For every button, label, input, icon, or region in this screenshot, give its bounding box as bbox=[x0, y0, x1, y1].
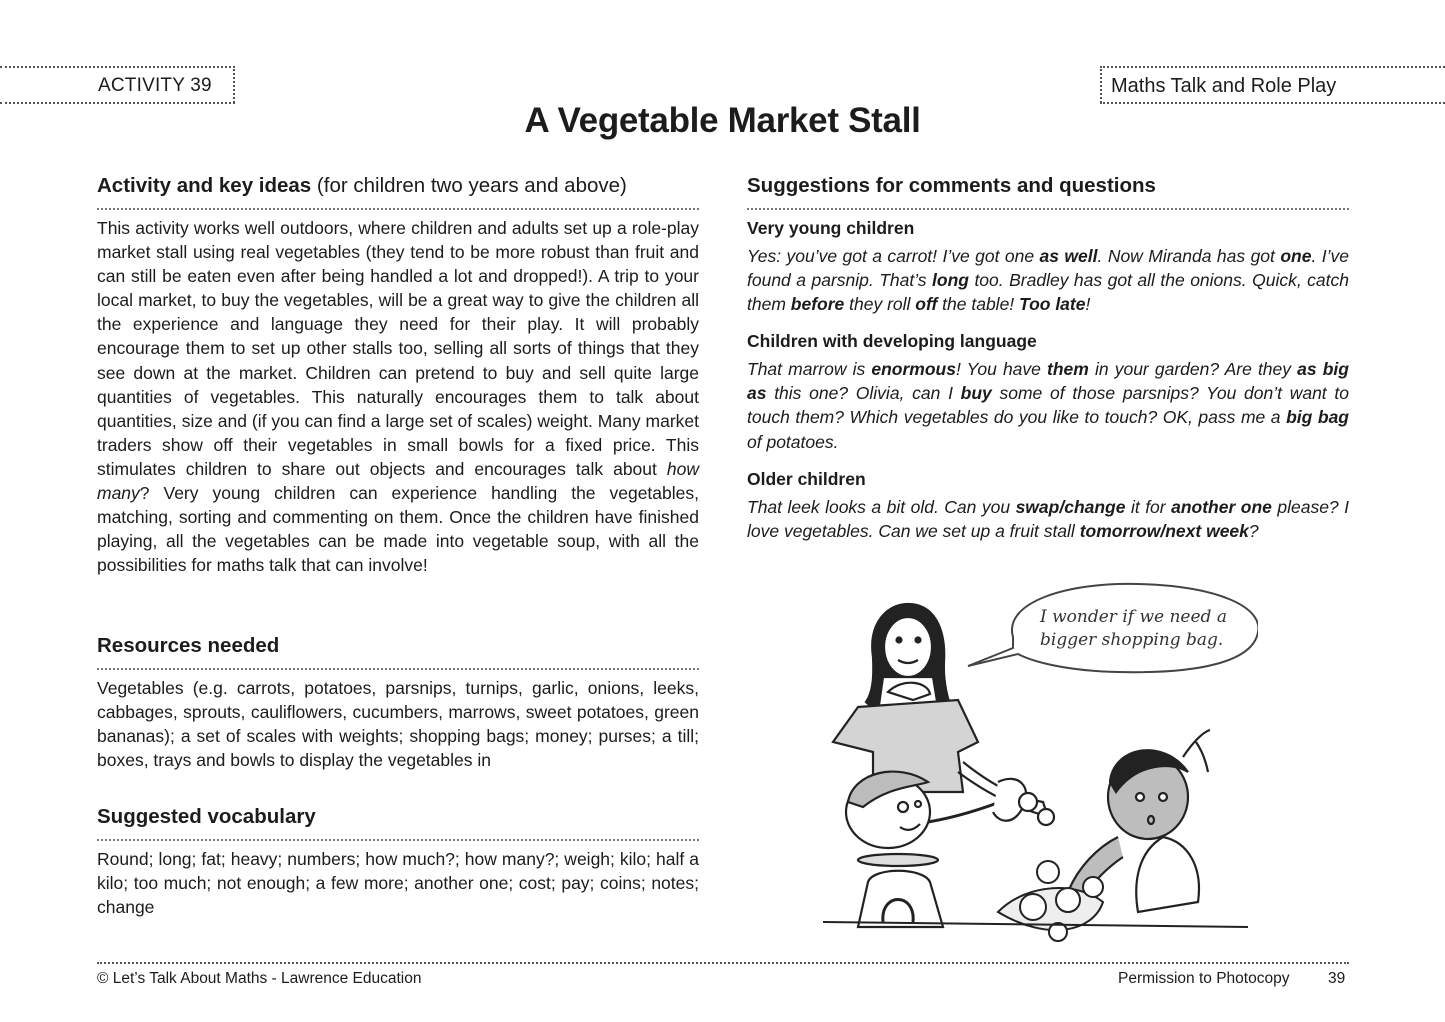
weighing-scales bbox=[858, 854, 943, 927]
vocabulary-body: Round; long; fat; heavy; numbers; how much?; how many?; weigh; kilo; half a kilo; too much; not enough; a few more; another one; cost; pay; coins; notes; change bbox=[97, 849, 699, 918]
quote-text: of potatoes. bbox=[747, 431, 839, 452]
vocabulary-heading: Suggested vocabulary bbox=[97, 805, 316, 828]
emphasis-phrase: big bag bbox=[1286, 407, 1349, 428]
quote-text: That marrow is bbox=[747, 359, 872, 380]
section-divider bbox=[97, 208, 699, 210]
suggestion-group-title: Children with developing language bbox=[747, 331, 1037, 352]
activity-heading-main: Activity and key ideas bbox=[97, 174, 312, 197]
emphasis-phrase: one bbox=[1280, 246, 1312, 266]
quote-text: this one? Olivia, can I bbox=[766, 383, 961, 404]
vocabulary-section bbox=[97, 803, 699, 919]
quote-text: ! You have bbox=[955, 359, 1048, 380]
section-divider bbox=[97, 668, 699, 670]
quote-text: . I’ve found a parsnip. That’s bbox=[747, 246, 1349, 291]
emphasis-phrase: swap/change bbox=[1015, 496, 1126, 517]
quote-text: too. Bradley has got all the onions. Quick, catch them bbox=[747, 270, 1350, 315]
emphasis-phrase: before bbox=[790, 294, 845, 315]
emphasis-phrase: off bbox=[915, 294, 938, 315]
activity-body-part1: This activity works well outdoors, where children and adults set up a role-play market stall using real vegetables (they tend to be more robust than fruit and can still be eaten even after being handled a lot and dropped!). A trip to your local market, to buy the vegetables, will be a great way to give the children all the experience and language they need for their play. It will probably encourage them to set up other stalls too, selling all sorts of things that they see down at the market. Children can pretend to buy and sell quite large quantities of vegetables. This naturally encourages them to talk about quantities, size and (if you can find a large set of scales) weight. Many market traders show off their vegetables in small bowls for a fixed price. This stimulates children to share out objects and encourages talk about bbox=[97, 218, 699, 479]
suggestion-group-title: Older children bbox=[747, 468, 866, 489]
emphasis-phrase: another one bbox=[1171, 496, 1272, 517]
suggestion-groups bbox=[747, 216, 1349, 543]
emphasis-phrase: buy bbox=[960, 383, 992, 404]
quote-text: the table! bbox=[937, 294, 1020, 315]
suggestion-group-quote bbox=[747, 495, 1349, 543]
quote-text: ? bbox=[1248, 520, 1259, 541]
activity-body bbox=[97, 216, 699, 577]
series-label: Maths Talk and Role Play bbox=[1111, 75, 1337, 97]
footer-permission: Permission to Photocopy bbox=[1118, 970, 1290, 987]
activity-section bbox=[97, 172, 699, 577]
resources-heading: Resources needed bbox=[97, 634, 280, 657]
header-right-top-rule bbox=[1100, 66, 1445, 68]
page-number: 39 bbox=[1328, 970, 1346, 987]
activity-body-italic: how many bbox=[97, 458, 699, 504]
activity-label: ACTIVITY 39 bbox=[98, 75, 212, 96]
emphasis-phrase: as well bbox=[1039, 246, 1098, 266]
speech-bubble-text: I wonder if we need a bigger shopping bag. bbox=[1040, 607, 1227, 650]
resources-body: Vegetables (e.g. carrots, potatoes, parsnips, turnips, garlic, onions, leeks, cabbages, sprouts, cauliflowers, cucumbers, marrows, sweet potatoes, green bananas); a set of scales with weights; shopping bags; money; purses; a till; boxes, trays and bowls to display the vegetables in bbox=[97, 678, 699, 771]
emphasis-phrase: Too late bbox=[1019, 294, 1086, 315]
header-left-top-rule bbox=[0, 66, 235, 68]
quote-text: some of those parsnips? You don’t want to touch them? Which vegetables do you like to touch? OK, pass me a bbox=[747, 383, 1349, 428]
quote-text: . Now Miranda has got bbox=[1097, 246, 1281, 266]
quote-text: in your garden? Are they bbox=[1088, 359, 1298, 380]
emphasis-phrase: them bbox=[1047, 359, 1089, 380]
header-right-side-rule bbox=[1100, 66, 1102, 103]
quote-text: ! bbox=[1085, 294, 1091, 315]
quote-text: they roll bbox=[844, 294, 916, 315]
emphasis-phrase: as big as bbox=[747, 359, 1349, 404]
section-divider bbox=[97, 839, 699, 841]
quote-text: Yes: you’ve got a carrot! I’ve got one bbox=[747, 246, 1040, 266]
footer-rule bbox=[97, 962, 1349, 964]
emphasis-phrase: long bbox=[932, 270, 969, 291]
suggestion-group-quote bbox=[747, 357, 1349, 453]
activity-heading-sub: (for children two years and above) bbox=[316, 174, 627, 197]
activity-body-part2: ? Very young children can experience handling the vegetables, matching, sorting and commenting on them. Once the children have finished playing, all the vegetables can be made into vegetable soup, with all the possibilities for maths talk that can involve! bbox=[97, 483, 699, 576]
suggestion-group-quote bbox=[747, 244, 1349, 316]
quote-text: That leek looks a bit old. Can you bbox=[747, 496, 1016, 517]
resources-section bbox=[97, 632, 699, 772]
section-divider bbox=[747, 208, 1349, 210]
quote-text: please? I love vegetables. Can we set up a fruit stall bbox=[747, 496, 1349, 541]
quote-text: it for bbox=[1125, 496, 1172, 517]
header-left-side-rule bbox=[233, 66, 235, 103]
emphasis-phrase: enormous bbox=[871, 359, 956, 380]
suggestion-group-title: Very young children bbox=[747, 218, 915, 238]
page-title: A Vegetable Market Stall bbox=[524, 101, 921, 140]
suggestions-section bbox=[747, 172, 1349, 543]
emphasis-phrase: tomorrow/next week bbox=[1079, 520, 1249, 541]
suggestions-heading: Suggestions for comments and questions bbox=[747, 174, 1156, 197]
activity-heading bbox=[97, 172, 699, 200]
footer-copyright: © Let’s Talk About Maths - Lawrence Education bbox=[97, 970, 422, 987]
